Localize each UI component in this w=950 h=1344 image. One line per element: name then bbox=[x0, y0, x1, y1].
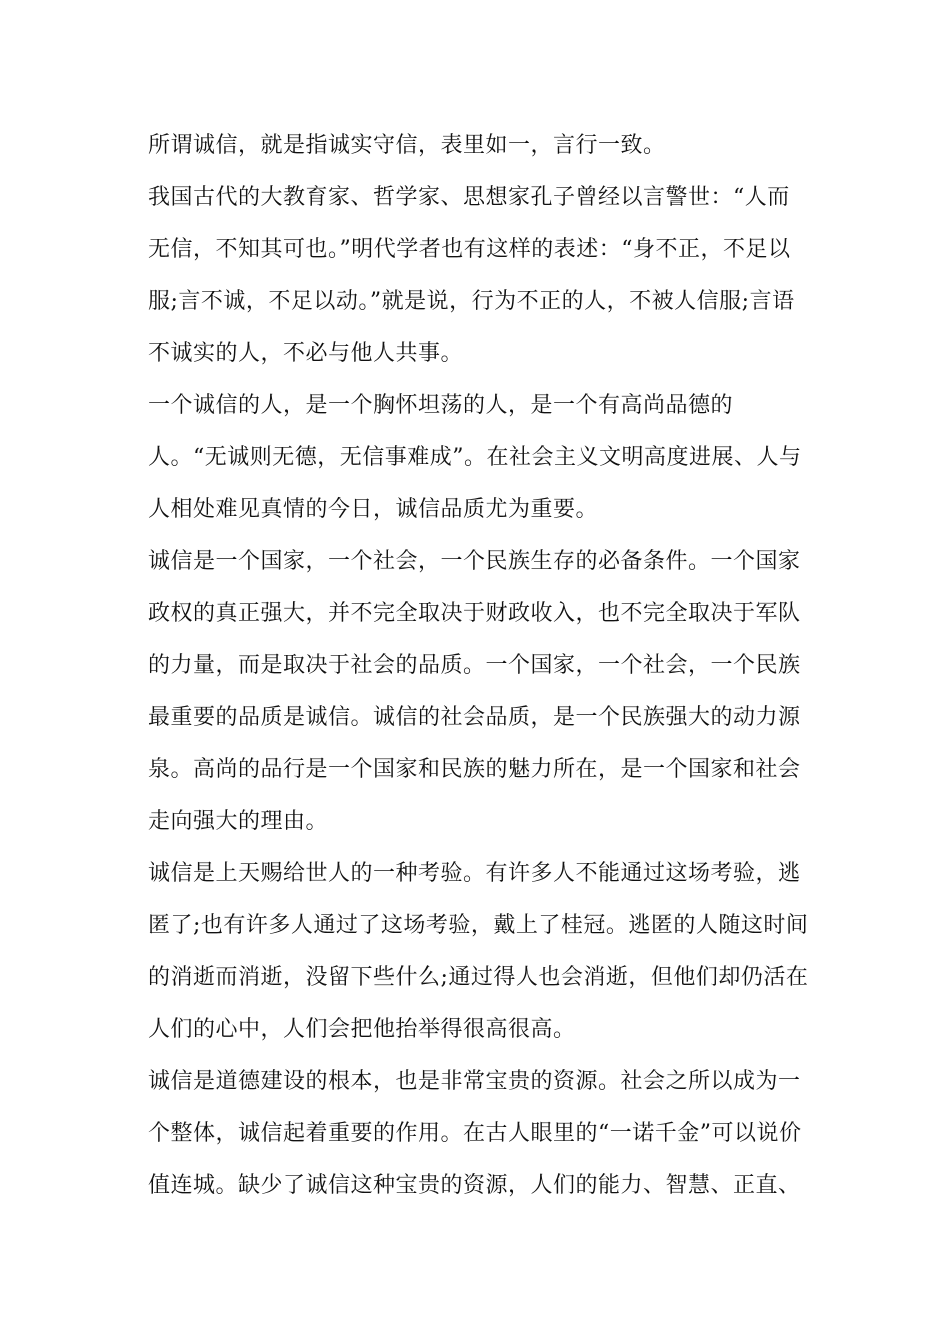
text-line: 泉。高尚的品行是一个国家和民族的魅力所在，是一个国家和社会 bbox=[148, 757, 801, 782]
text-line: 人相处难见真情的今日，诚信品质尤为重要。 bbox=[148, 497, 599, 522]
text-line: 一个诚信的人，是一个胸怀坦荡的人，是一个有高尚品德的 bbox=[148, 393, 734, 418]
text-line: 的消逝而消逝，没留下些什么;通过得人也会消逝，但他们却仍活在 bbox=[148, 965, 809, 990]
text-line: 人们的心中，人们会把他抬举得很高很高。 bbox=[148, 1017, 576, 1042]
text-line: 走向强大的理由。 bbox=[148, 809, 329, 834]
text-line: 匿了;也有许多人通过了这场考验，戴上了桂冠。逃匿的人随这时间 bbox=[148, 913, 809, 938]
text-line: 最重要的品质是诚信。诚信的社会品质，是一个民族强大的动力源 bbox=[148, 705, 801, 730]
text-line: 所谓诚信，就是指诚实守信，表里如一，言行一致。 bbox=[148, 133, 666, 158]
text-line: 诚信是上天赐给世人的一种考验。有许多人不能通过这场考验，逃 bbox=[148, 861, 801, 886]
text-line: 值连城。缺少了诚信这种宝贵的资源，人们的能力、智慧、正直、 bbox=[148, 1173, 801, 1198]
document-body bbox=[148, 120, 808, 1212]
text-line: 不诚实的人，不必与他人共事。 bbox=[148, 341, 464, 366]
text-line: 人。“无诚则无德，无信事难成”。在社会主义文明高度进展、人与 bbox=[148, 445, 802, 470]
text-line: 无信，不知其可也。”明代学者也有这样的表述：“身不正，不足以 bbox=[148, 237, 791, 262]
text-line: 个整体，诚信起着重要的作用。在古人眼里的“一诺千金”可以说价 bbox=[148, 1121, 802, 1146]
text-line: 诚信是道德建设的根本，也是非常宝贵的资源。社会之所以成为一 bbox=[148, 1069, 801, 1094]
text-line: 的力量，而是取决于社会的品质。一个国家，一个社会，一个民族 bbox=[148, 653, 801, 678]
text-line: 政权的真正强大，并不完全取决于财政收入，也不完全取决于军队 bbox=[148, 601, 801, 626]
text-line: 我国古代的大教育家、哲学家、思想家孔子曾经以言警世：“人而 bbox=[148, 185, 790, 210]
text-line: 诚信是一个国家，一个社会，一个民族生存的必备条件。一个国家 bbox=[148, 549, 801, 574]
text-line: 服;言不诚，不足以动。”就是说，行为不正的人，不被人信服;言语 bbox=[148, 289, 795, 314]
